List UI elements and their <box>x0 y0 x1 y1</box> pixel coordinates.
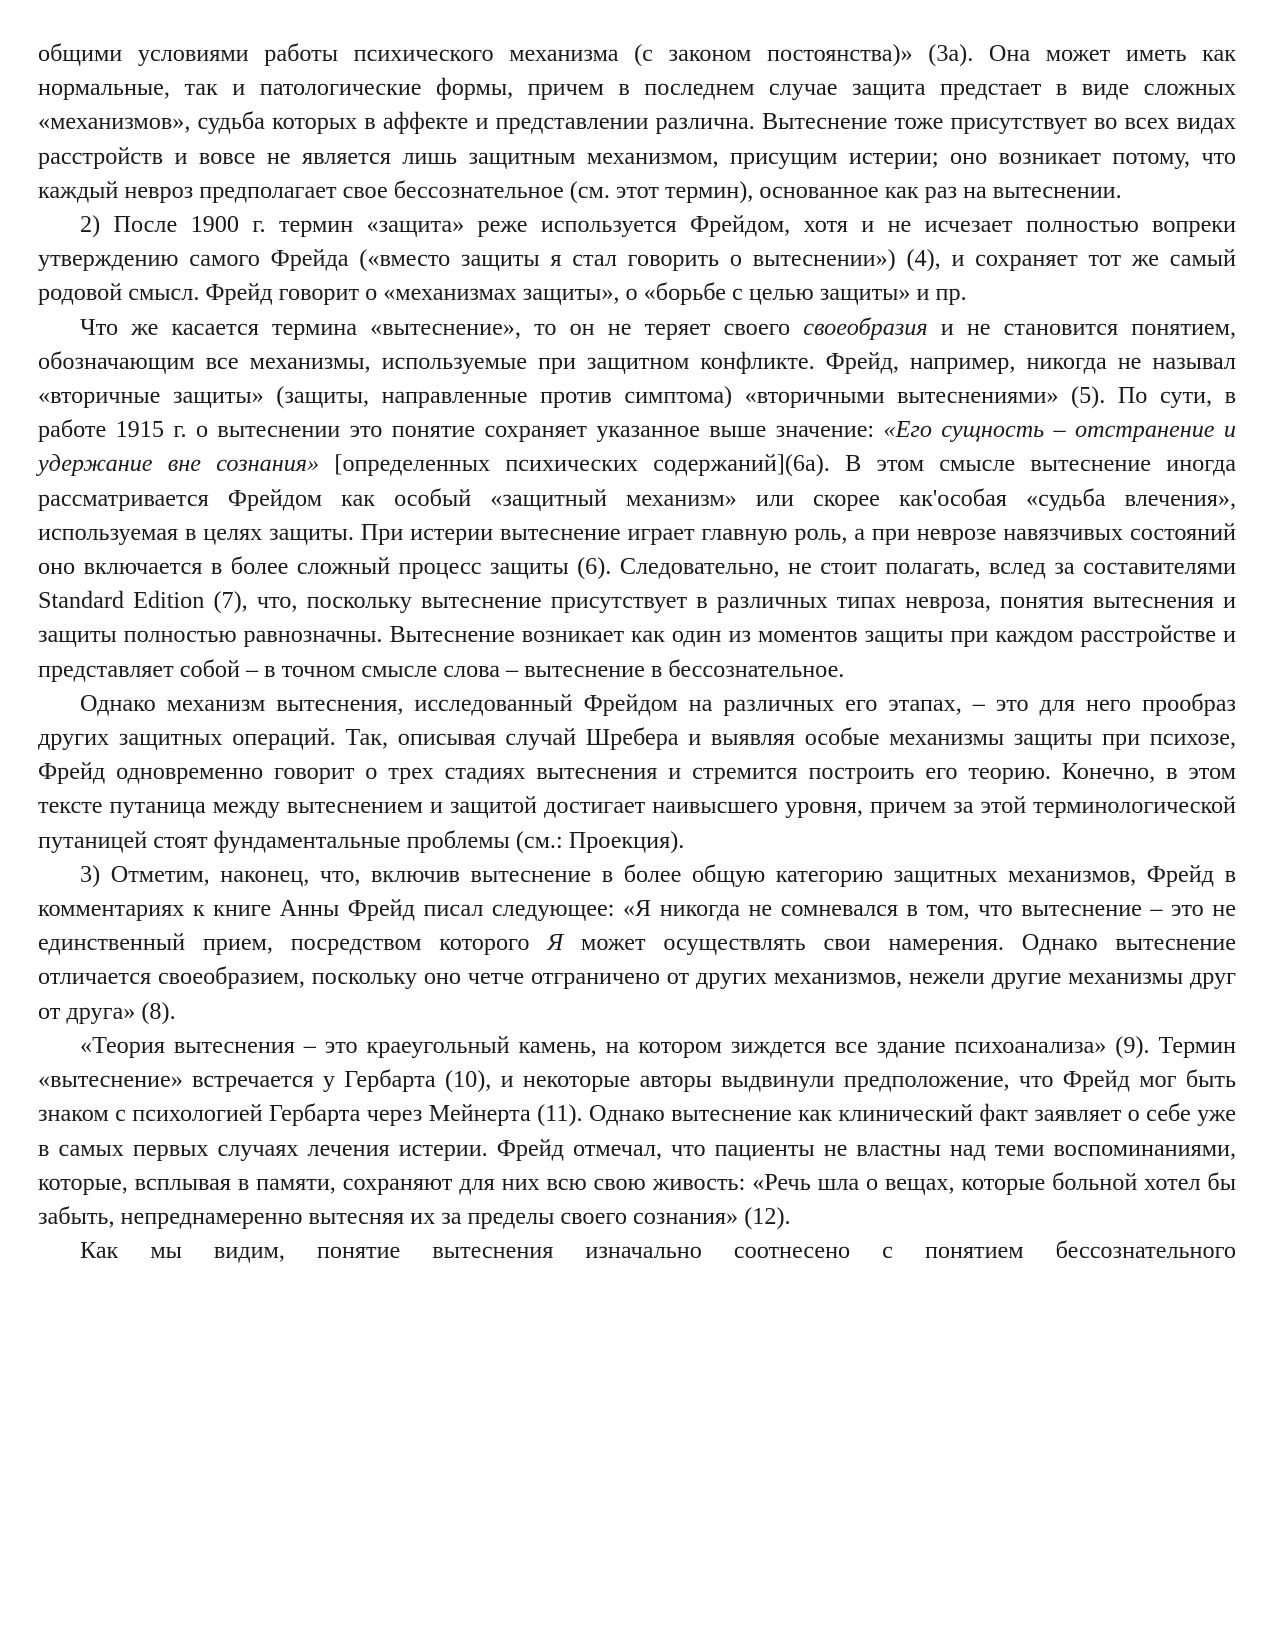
italic-text: своеобразия <box>803 313 928 341</box>
paragraph <box>38 1234 1236 1268</box>
text-run: Что же касается термина «вытеснение», то он не теряет своего <box>80 313 804 341</box>
text-run: и не становится понятием, обозначающим все механизмы, используемые при защитном конфликте. Фрейд, например, никогда не называл «вторичные защиты» (защиты, направленные против симптома) «вторичными вытеснениями» (5). По сути, в работе 1915 г. о вытеснении это понятие сохраняет указанное выше значение: <box>38 313 1236 444</box>
paragraph <box>38 208 1236 311</box>
text-run: «Теория вытеснения – это краеугольный камень, на котором зиждется все здание психоанализа» (9). Термин «вытеснение» встречается у Гербарта (10), и некоторые авторы выдвинули предположение, что Фрейд мог быть знаком с психологией Гербарта через Мейнерта (11). Однако вытеснение как клинический факт заявляет о себе уже в самых первых случаях лечения истерии. Фрейд отмечал, что пациенты не властны над теми воспоминаниями, которые, всплывая в памяти, сохраняют для них всю свою живость: «Речь шла о вещах, которые больной хотел бы забыть, непреднамеренно вытесняя их за пределы своего сознания» (12). <box>38 1031 1236 1230</box>
paragraph <box>38 37 1236 208</box>
text-run: Как мы видим, понятие вытеснения изначально соотнесено с понятием бессознательного <box>80 1237 1236 1265</box>
text-run: может осуществлять свои намерения. Однако вытеснение отличается своеобразием, поскольку оно четче отграничено от других механизмов, нежели другие механизмы друг от друга» (8). <box>38 929 1236 1025</box>
italic-text: Я <box>547 929 564 957</box>
text-run: [определенных психических содержаний](6а). В этом смысле вытеснение иногда рассматривается Фрейдом как особый «защитный механизм» или скорее как'особая «судьба влечения», используемая в целях защиты. При истерии вытеснение играет главную роль, а при неврозе навязчивых состояний оно включается в более сложный процесс защиты (6). Следовательно, не стоит полагать, вслед за составителями Standard Edition (7), что, поскольку вытеснение присутствует в различных типах невроза, понятия вытеснения и защиты полностью равнозначны. Вытеснение возникает как один из моментов защиты при каждом расстройстве и представляет собой – в точном смысле слова – вытеснение в бессознательное. <box>38 450 1236 683</box>
text-run: Однако механизм вытеснения, исследованный Фрейдом на различных его этапах, – это для него прообраз других защитных операций. Так, описывая случай Шребера и выявляя особые механизмы защиты при психозе, Фрейд одновременно говорит о трех стадиях вытеснения и стремится построить его теорию. Конечно, в этом тексте путаница между вытеснением и защитой достигает наивысшего уровня, причем за этой терминологической путаницей стоят фундаментальные проблемы (см.: Проекция). <box>38 689 1236 854</box>
paragraph <box>38 858 1236 1029</box>
paragraph <box>38 687 1236 858</box>
paragraph <box>38 1029 1236 1234</box>
text-run: 3) Отметим, наконец, что, включив вытеснение в более общую категорию защитных механизмов, Фрейд в комментариях к книге Анны Фрейд писал следующее: «Я никогда не сомневался в том, что вытеснение – это не единственный прием, посредством которого <box>38 860 1236 957</box>
document-page <box>38 37 1236 1268</box>
document-body <box>38 37 1236 1268</box>
italic-text: «Его сущность – отстранение и удержание вне сознания» <box>38 416 1236 478</box>
text-run: 2) После 1900 г. термин «защита» реже используется Фрейдом, хотя и не исчезает полностью вопреки утверждению самого Фрейда («вместо защиты я стал говорить о вытеснении») (4), и сохраняет тот же самый родовой смысл. Фрейд говорит о «механизмах защиты», о «борьбе с целью защиты» и пр. <box>38 211 1236 307</box>
paragraph <box>38 311 1236 687</box>
text-run: общими условиями работы психического механизма (с законом постоянства)» (3а). Она может иметь как нормальные, так и патологические формы, причем в последнем случае защита предстает в виде сложных «механизмов», судьба которых в аффекте и представлении различна. Вытеснение тоже присутствует во всех видах расстройств и вовсе не является лишь защитным механизмом, присущим истерии; оно возникает потому, что каждый невроз предполагает свое бессознательное (см. этот термин), основанное как раз на вытеснении. <box>38 40 1236 204</box>
